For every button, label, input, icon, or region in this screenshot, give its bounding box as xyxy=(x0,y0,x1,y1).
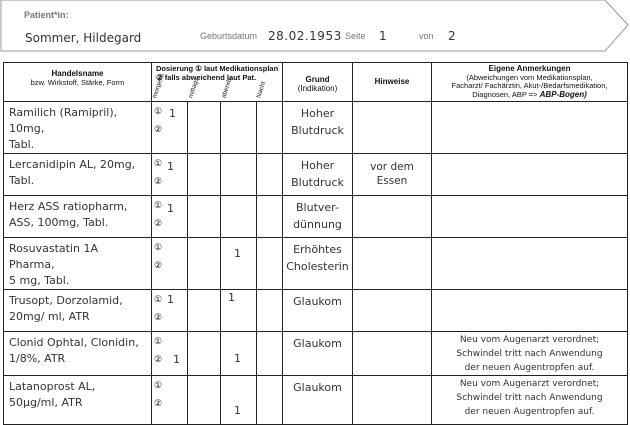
dose-night-cell xyxy=(257,154,283,196)
dose-noon-cell xyxy=(188,102,221,154)
marker-patient-circle: ② xyxy=(154,354,163,364)
table-row xyxy=(4,332,628,376)
remarks-cell xyxy=(432,196,628,238)
header-night: Nacht xyxy=(255,80,268,99)
dose-morning-plan: 1 xyxy=(167,160,174,173)
dose-morning-cell xyxy=(152,376,188,425)
page-label: Seite xyxy=(345,31,366,41)
dose-evening-cell xyxy=(221,376,257,425)
reason-cell xyxy=(283,102,353,154)
dose-evening-patient: 1 xyxy=(234,404,241,417)
header-drug-name-sub: bzw. Wirkstoff, Stärke, Form xyxy=(30,78,125,87)
page-number: 1 xyxy=(379,29,387,43)
header-remarks-abp: ABP-Bogen) xyxy=(539,89,587,99)
marker-patient-circle: ② xyxy=(154,398,163,408)
notes-cell xyxy=(353,154,432,196)
table-row xyxy=(4,196,628,238)
remarks-cell xyxy=(432,238,628,290)
header-evening: abends xyxy=(220,76,234,99)
dose-noon-cell xyxy=(188,376,221,425)
drug-name-cell xyxy=(4,290,152,332)
dose-morning-cell xyxy=(152,332,188,376)
header-dosing-line-1: Dosierung ① laut Medikationsplan xyxy=(156,64,279,73)
notes-cell xyxy=(353,238,432,290)
header-remarks xyxy=(432,63,628,102)
drug-name-line-2: 1/8%, ATR xyxy=(9,352,66,365)
drug-name-line-1: Lercanidipin AL, 20mg, xyxy=(9,158,136,171)
dose-evening-cell xyxy=(221,238,257,290)
dose-evening-plan: 1 xyxy=(234,247,241,260)
dose-night-cell xyxy=(257,196,283,238)
dose-morning-patient: 1 xyxy=(173,353,180,366)
dose-night-cell xyxy=(257,238,283,290)
marker-patient-circle: ② xyxy=(154,260,163,270)
reason-cell xyxy=(283,238,353,290)
table-row xyxy=(4,238,628,290)
marker-plan-circle: ① xyxy=(154,336,163,346)
header-noon: mittags xyxy=(187,76,201,99)
dose-evening-cell xyxy=(221,196,257,238)
reason-line-1: Erhöhtes xyxy=(293,243,342,256)
dob-value: 28.02.1953 xyxy=(268,29,342,43)
dose-morning-cell xyxy=(152,290,188,332)
page-of-label: von xyxy=(419,31,434,41)
remarks-line-2: Schwindel tritt nach Anwendung xyxy=(456,393,603,403)
notes-cell xyxy=(353,290,432,332)
drug-name-line-1: Latanoprost AL, xyxy=(9,380,96,393)
drug-name-cell xyxy=(4,196,152,238)
notes-cell xyxy=(353,376,432,425)
dose-night-cell xyxy=(257,102,283,154)
dose-morning-cell xyxy=(152,238,188,290)
drug-name-cell xyxy=(4,238,152,290)
dob-label: Geburtsdatum xyxy=(200,31,258,41)
dose-night-cell xyxy=(257,290,283,332)
reason-line-2: Cholesterin xyxy=(286,260,349,273)
header-morning: morgens xyxy=(151,72,166,99)
marker-patient-circle: ② xyxy=(154,218,163,228)
dose-morning-cell xyxy=(152,154,188,196)
drug-name-line-2: Tabl. xyxy=(9,138,35,151)
dose-evening-cell xyxy=(221,154,257,196)
medication-table xyxy=(3,62,628,425)
dose-evening-cell xyxy=(221,332,257,376)
table-row xyxy=(4,290,628,332)
dose-evening-patient: 1 xyxy=(234,352,241,365)
header-drug-name xyxy=(4,63,152,102)
marker-patient-circle: ② xyxy=(154,176,163,186)
header-dosing xyxy=(152,63,283,102)
dose-noon-cell xyxy=(188,196,221,238)
header-drug-name-title: Handelsname xyxy=(51,69,104,78)
table-header-row xyxy=(4,63,628,102)
reason-line-2: Blutdruck xyxy=(291,176,344,189)
header-remarks-title: Eigene Anmerkungen xyxy=(488,64,571,73)
drug-name-cell xyxy=(4,332,152,376)
drug-name-line-1: Clonid Ophtal, Clonidin, xyxy=(9,336,139,349)
page-total: 2 xyxy=(448,29,456,43)
reason-line-1: Hoher xyxy=(300,107,335,120)
header-reason-title: Grund xyxy=(305,75,330,84)
drug-name-line-2: 50µg/ml, ATR xyxy=(9,396,83,409)
dose-noon-cell xyxy=(188,290,221,332)
drug-name-cell xyxy=(4,154,152,196)
dose-morning-plan: 1 xyxy=(167,293,174,306)
notes-cell xyxy=(353,196,432,238)
marker-plan-circle: ① xyxy=(154,380,163,390)
drug-name-line-2: 5 mg, Tabl. xyxy=(9,274,70,287)
remarks-cell xyxy=(432,290,628,332)
dose-morning-cell xyxy=(152,196,188,238)
header-remarks-sub-3: Diagnosen, ABP => xyxy=(472,89,538,99)
reason-line-2: Blutdruck xyxy=(291,124,344,137)
drug-name-line-2: ASS, 100mg, Tabl. xyxy=(9,216,109,229)
reason-line-1: Hoher xyxy=(300,159,335,172)
marker-plan-circle: ① xyxy=(154,106,163,116)
patient-name: Sommer, Hildegard xyxy=(25,31,142,45)
drug-name-cell xyxy=(4,102,152,154)
reason-cell xyxy=(283,196,353,238)
dose-evening-cell xyxy=(221,102,257,154)
header-remarks-sub-2: Facharzt/ Fachärztin, Akut-/Bedarfsmedikation, xyxy=(451,81,608,90)
dose-noon-cell xyxy=(188,238,221,290)
remarks-line-1: Neu vom Augenarzt verordnet; xyxy=(459,379,600,389)
remarks-cell xyxy=(432,332,628,376)
drug-name-line-1: Herz ASS ratiopharm, xyxy=(9,200,128,213)
remarks-line-3: der neuen Augentropfen auf. xyxy=(464,363,595,373)
dose-morning-cell xyxy=(152,102,188,154)
reason-line-1: Blutver- xyxy=(296,201,339,214)
dose-evening-cell xyxy=(221,290,257,332)
header-remarks-sub-1: (Abweichungen vom Medikationsplan, xyxy=(466,72,593,82)
remarks-cell xyxy=(432,102,628,154)
marker-plan-circle: ① xyxy=(154,242,163,252)
marker-plan-circle: ① xyxy=(154,294,163,304)
reason-cell xyxy=(283,332,353,376)
header-reason xyxy=(283,63,353,102)
drug-name-line-2: Tabl. xyxy=(9,174,35,187)
drug-name-line-2: 20mg/ ml, ATR xyxy=(9,310,90,323)
reason-line-1: Glaukom xyxy=(293,295,342,308)
reason-cell xyxy=(283,290,353,332)
reason-cell xyxy=(283,376,353,425)
remarks-line-3: der neuen Augentropfen auf. xyxy=(464,407,595,417)
notes-cell xyxy=(353,332,432,376)
dose-morning-plan: 1 xyxy=(169,107,176,120)
marker-patient-circle: ② xyxy=(154,312,163,322)
dose-night-cell xyxy=(257,376,283,425)
drug-name-cell xyxy=(4,376,152,425)
reason-line-2: dünnung xyxy=(293,218,342,231)
notes-line-2: Essen xyxy=(376,175,408,187)
drug-name-line-1: Ramilich (Ramipril), 10mg, xyxy=(9,106,118,135)
header-notes: Hinweise xyxy=(353,63,432,102)
dose-night-cell xyxy=(257,332,283,376)
dose-noon-cell xyxy=(188,154,221,196)
patient-label: Patient*in: xyxy=(24,10,69,20)
remarks-line-1: Neu vom Augenarzt verordnet; xyxy=(459,335,600,345)
marker-plan-circle: ① xyxy=(154,158,163,168)
dose-noon-cell xyxy=(188,332,221,376)
remarks-cell xyxy=(432,376,628,425)
drug-name-line-1: Rosuvastatin 1A Pharma, xyxy=(9,242,98,271)
remarks-line-2: Schwindel tritt nach Anwendung xyxy=(456,349,603,359)
dose-morning-plan: 1 xyxy=(167,202,174,215)
dose-evening-plan: 1 xyxy=(228,291,235,304)
notes-line-1: vor dem xyxy=(370,161,414,173)
reason-cell xyxy=(283,154,353,196)
reason-line-1: Glaukom xyxy=(293,337,342,350)
remarks-cell xyxy=(432,154,628,196)
reason-line-1: Glaukom xyxy=(293,381,342,394)
table-row xyxy=(4,154,628,196)
marker-plan-circle: ① xyxy=(154,200,163,210)
marker-patient-circle: ② xyxy=(154,124,163,134)
header-dosing-line-2: ② falls abweichend laut Pat. xyxy=(156,73,257,82)
table-row xyxy=(4,102,628,154)
header-reason-sub: (Indikation) xyxy=(297,84,338,93)
drug-name-line-1: Trusopt, Dorzolamid, xyxy=(9,294,123,307)
notes-cell xyxy=(353,102,432,154)
table-row xyxy=(4,376,628,425)
